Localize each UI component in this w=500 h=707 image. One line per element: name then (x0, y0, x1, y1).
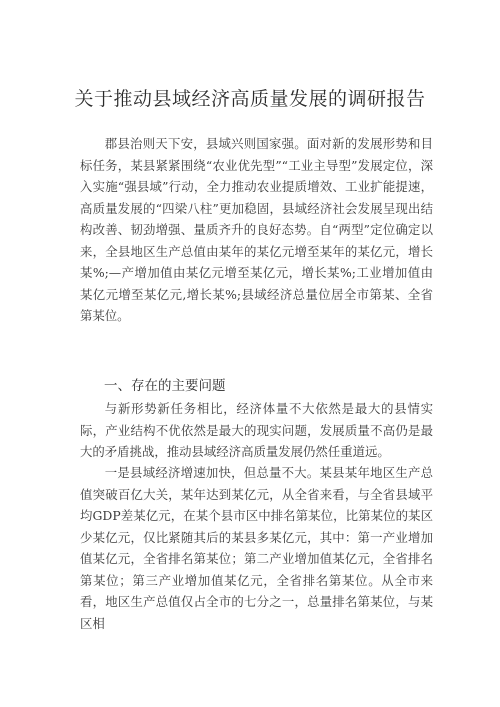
body-paragraph: 一是县域经济增速加快，但总量不大。某县某年地区生产总值突破百亿大关，某年达到某亿元，从全省来看，与全省县域平均GDP差某亿元，在某个县市区中排名第某位，比第某位的某区少某亿元，仅比紧随其后的某县多某亿元，其中：第一产业增加值某亿元，全省排名第某位；第二产业增加值某亿元，全省排名第某位；第三产业增加值某亿元，全省排名第某位。从全市来看，地区生产总值仅占全市的七分之一，总量排名第某位，与某区相 (80, 465, 433, 631)
section-heading: 一、存在的主要问题 (104, 378, 226, 394)
intro-paragraph: 郡县治则天下安，县域兴则国家强。面对新的发展形势和目标任务，某县紧紧围绕“农业优先型”“工业主导型”发展定位，深入实施“强县域”行动，全力推动农业提质增效、工业扩能提速，高质量发展的“四梁八柱”更加稳固，县域经济社会发展呈现出结构改善、韧劲增强、量质齐升的良好态势。自“两型”定位确定以来，全县地区生产总值由某年的某亿元增至某年的某亿元，增长某%;—产增加值由某亿元增至某亿元，增长某%;工业增加值由某亿元增至某亿元,增长某%;县域经济总量位居全市第某、全省第某位。 (80, 136, 433, 323)
body-paragraph: 与新形势新任务相比，经济体量不大依然是最大的县情实际，产业结构不优依然是最大的现实问题，发展质量不高仍是最大的矛盾挑战，推动县域经济高质量发展仍然任重道远。 (80, 401, 433, 459)
document-title: 关于推动县域经济高质量发展的调研报告 (74, 88, 426, 110)
